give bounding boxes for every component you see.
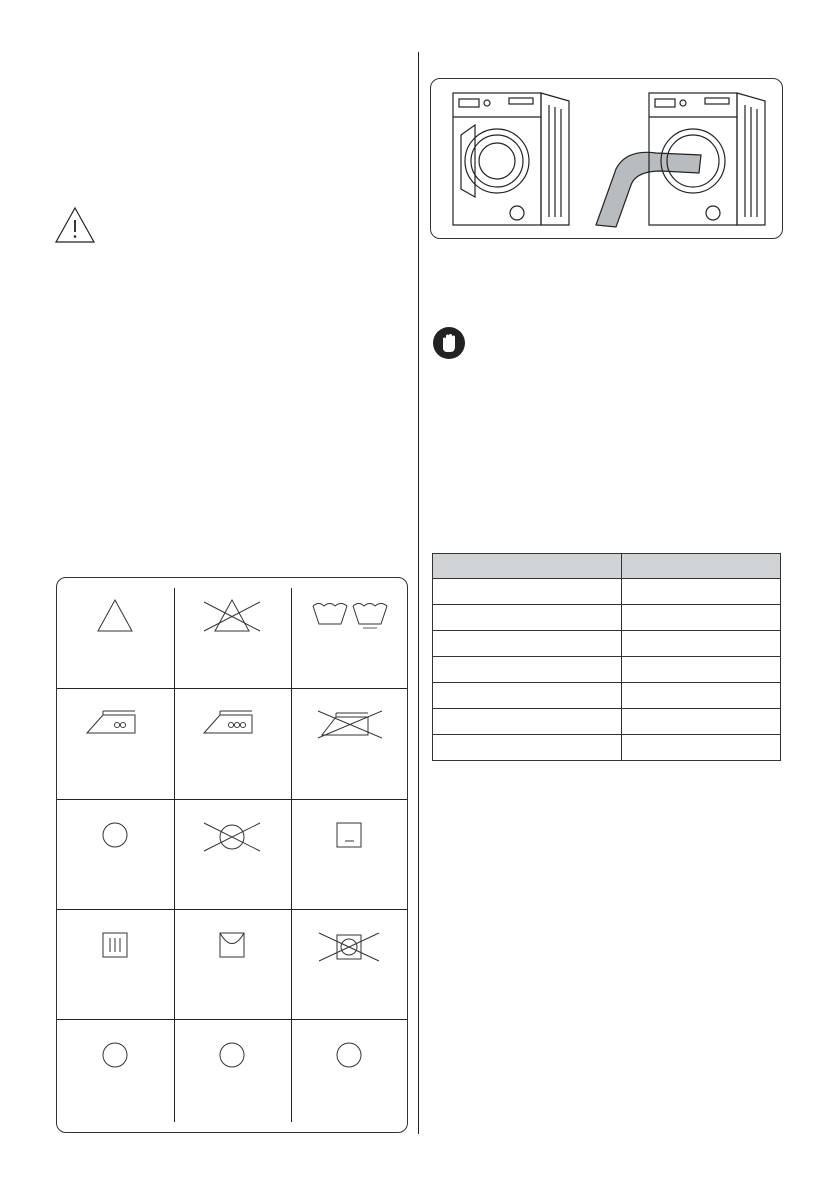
- washing-machine-illustration: [430, 78, 783, 239]
- table-header-row: [433, 554, 781, 579]
- table-cell: [622, 709, 781, 735]
- circle-icon: [217, 1040, 247, 1070]
- bleach-allowed-icon: [95, 598, 135, 634]
- dry-clean-icon: [100, 820, 130, 850]
- warning-triangle-icon: [54, 206, 96, 244]
- table-header-cell: [433, 554, 622, 579]
- iron-high-icon: [202, 709, 262, 735]
- care-cell: [57, 800, 173, 908]
- iron-medium-icon: [85, 709, 145, 735]
- table-row: [433, 631, 781, 657]
- do-not-iron-icon: [312, 709, 386, 739]
- table-cell: [433, 579, 622, 605]
- table-cell: [622, 683, 781, 709]
- table-cell: [433, 631, 622, 657]
- tumble-dry-icon: [334, 820, 364, 850]
- no-bleach-icon: [194, 598, 270, 634]
- care-cell: [291, 1020, 407, 1128]
- care-symbols-grid: [56, 577, 408, 1133]
- column-divider: [418, 52, 419, 1134]
- care-cell: [57, 689, 173, 797]
- care-cell: [174, 1020, 290, 1128]
- care-cell: [291, 578, 407, 686]
- table-cell: [433, 709, 622, 735]
- table-cell: [622, 579, 781, 605]
- table-cell: [622, 657, 781, 683]
- table-row: [433, 683, 781, 709]
- table-row: [433, 579, 781, 605]
- care-cell: [174, 910, 290, 1018]
- table-row: [433, 735, 781, 761]
- dry-flat-icon: [217, 930, 247, 960]
- table-cell: [433, 605, 622, 631]
- circle-icon: [334, 1040, 364, 1070]
- care-cell: [57, 1020, 173, 1128]
- care-cell: [174, 578, 290, 686]
- care-cell: [291, 910, 407, 1018]
- table-cell: [433, 735, 622, 761]
- table-cell: [622, 605, 781, 631]
- table-header-cell: [622, 554, 781, 579]
- stop-hand-icon: [432, 326, 466, 360]
- table-cell: [433, 683, 622, 709]
- care-cell: [174, 689, 290, 797]
- washing-machine-drawing: [431, 79, 783, 239]
- table-cell: [622, 631, 781, 657]
- specification-table: [432, 553, 781, 761]
- care-cell: [57, 910, 173, 1018]
- do-not-dry-clean-icon: [194, 820, 270, 854]
- table-row: [433, 657, 781, 683]
- care-cell: [57, 578, 173, 686]
- drip-dry-icon: [100, 930, 130, 960]
- circle-icon: [100, 1040, 130, 1070]
- table-cell: [433, 657, 622, 683]
- table-row: [433, 709, 781, 735]
- do-not-tumble-dry-icon: [311, 930, 387, 964]
- hand-wash-icons: [309, 598, 389, 634]
- care-cell: [291, 800, 407, 908]
- care-cell: [174, 800, 290, 908]
- care-cell: [291, 689, 407, 797]
- table-row: [433, 605, 781, 631]
- table-cell: [622, 735, 781, 761]
